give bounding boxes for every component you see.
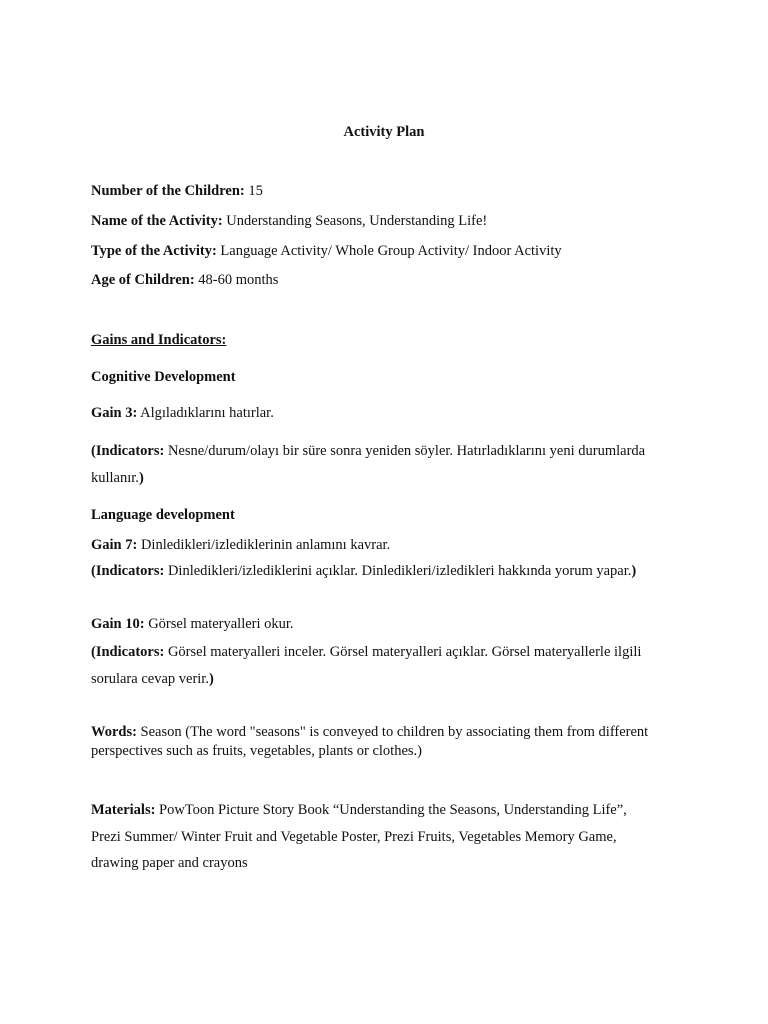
gain-text: Görsel materyalleri okur. bbox=[144, 616, 294, 632]
gain-label: Gain 3: bbox=[91, 405, 138, 421]
info-label: Number of the Children: bbox=[91, 183, 245, 199]
indicators-close: ) bbox=[631, 563, 637, 579]
gain-7 bbox=[91, 536, 390, 554]
indicators-text: Dinledikleri/izlediklerini açıklar. Dinledikleri/izledikleri hakkında yorum yapar. bbox=[164, 563, 632, 579]
indicators-close: ) bbox=[138, 470, 144, 486]
gain-10-indicators bbox=[91, 643, 641, 661]
materials-text: PowToon Picture Story Book “Understanding the Seasons, Understanding Life”, bbox=[155, 802, 627, 818]
gain-3-indicators bbox=[91, 442, 645, 460]
gain-label: Gain 7: bbox=[91, 537, 138, 553]
indicators-open: (Indicators: bbox=[91, 644, 165, 660]
materials-line-cont-1 bbox=[91, 828, 617, 846]
words-text: Season (The word "seasons" is conveyed to children by associating them from different bbox=[136, 724, 649, 740]
indicators-open: (Indicators: bbox=[91, 563, 165, 579]
materials-cont-1: Prezi Summer/ Winter Fruit and Vegetable Poster, Prezi Fruits, Vegetables Memory Game, bbox=[91, 829, 617, 845]
materials-label: Materials: bbox=[91, 802, 156, 818]
gain-3 bbox=[91, 404, 274, 422]
info-name-of-activity bbox=[91, 212, 487, 230]
gain-7-indicators bbox=[91, 562, 636, 580]
info-label: Name of the Activity: bbox=[91, 213, 223, 229]
words-cont: perspectives such as fruits, vegetables, plants or clothes.) bbox=[91, 743, 422, 759]
gain-text: Dinledikleri/izlediklerinin anlamını kavrar. bbox=[137, 537, 391, 553]
materials-line bbox=[91, 801, 627, 819]
materials-line-cont-2 bbox=[91, 854, 248, 872]
document-title: Activity Plan bbox=[343, 124, 425, 140]
info-value: 48-60 months bbox=[194, 272, 279, 288]
gain-text: Algıladıklarını hatırlar. bbox=[137, 405, 274, 421]
gains-heading: Gains and Indicators: bbox=[91, 332, 227, 348]
indicators-cont: kullanır. bbox=[91, 470, 139, 486]
words-label: Words: bbox=[91, 724, 137, 740]
language-heading: Language development bbox=[91, 507, 235, 523]
info-value: Understanding Seasons, Understanding Life! bbox=[222, 213, 488, 229]
info-value: 15 bbox=[244, 183, 263, 199]
words-line bbox=[91, 723, 648, 741]
materials-cont-2: drawing paper and crayons bbox=[91, 855, 248, 871]
indicators-text: Görsel materyalleri inceler. Görsel materyalleri açıklar. Görsel materyallerle ilgili bbox=[164, 644, 642, 660]
gain-label: Gain 10: bbox=[91, 616, 145, 632]
indicators-close: ) bbox=[208, 671, 214, 687]
indicators-text: Nesne/durum/olayı bir süre sonra yeniden söyler. Hatırladıklarını yeni durumlarda bbox=[164, 443, 646, 459]
info-type-of-activity bbox=[91, 242, 562, 260]
indicators-open: (Indicators: bbox=[91, 443, 165, 459]
info-number-of-children bbox=[91, 182, 263, 200]
info-label: Age of Children: bbox=[91, 272, 195, 288]
info-label: Type of the Activity: bbox=[91, 243, 217, 259]
words-line-cont bbox=[91, 742, 422, 760]
indicators-cont: sorulara cevap verir. bbox=[91, 671, 209, 687]
info-age-of-children bbox=[91, 271, 278, 289]
cognitive-heading: Cognitive Development bbox=[91, 369, 236, 385]
gain-3-indicators-cont bbox=[91, 469, 144, 487]
info-value: Language Activity/ Whole Group Activity/ Indoor Activity bbox=[216, 243, 562, 259]
gain-10 bbox=[91, 615, 294, 633]
gain-10-indicators-cont bbox=[91, 670, 214, 688]
